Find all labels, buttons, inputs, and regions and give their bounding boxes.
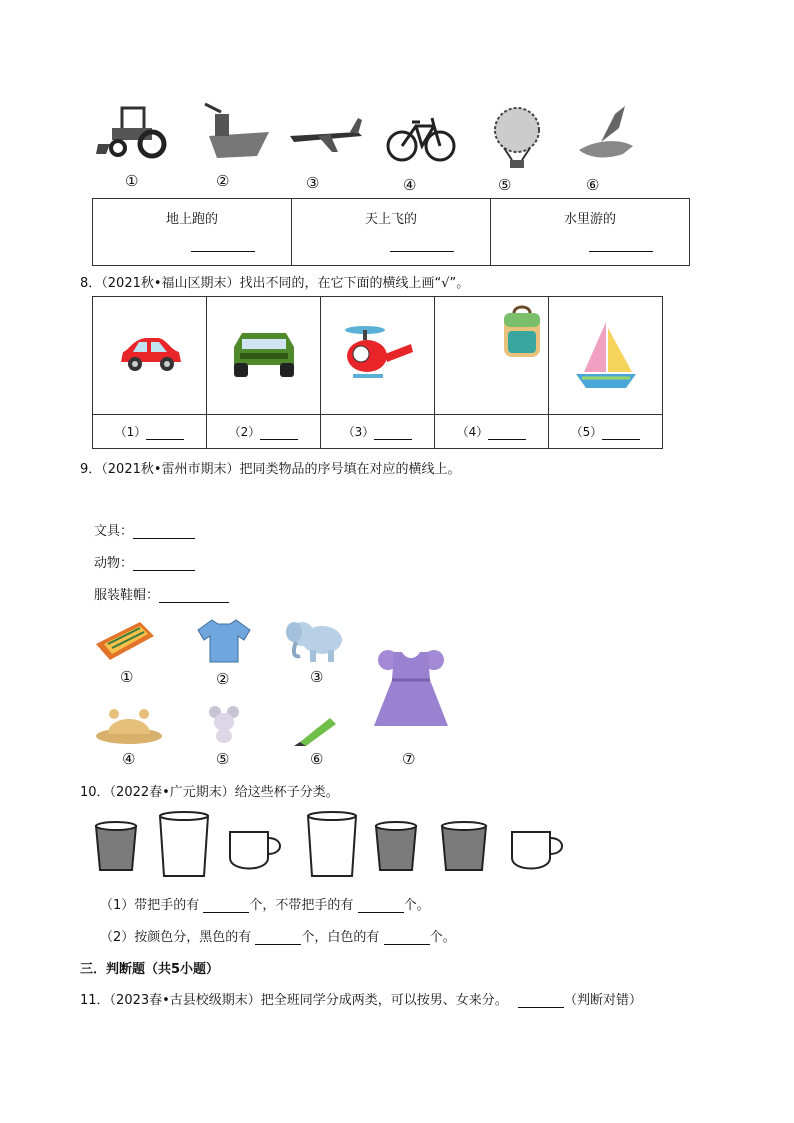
answer-blank[interactable] — [255, 930, 301, 945]
option-cell[interactable] — [549, 415, 663, 449]
item-label: ② — [216, 670, 230, 688]
helicopter-icon — [337, 322, 419, 386]
car-icon — [115, 332, 185, 376]
item-label: ④ — [403, 176, 417, 194]
item-label: ① — [125, 172, 139, 190]
tractor-icon — [96, 100, 174, 160]
table-cell — [207, 297, 321, 415]
item-label: ③ — [306, 174, 320, 192]
gray-cup — [376, 826, 416, 870]
shark-icon — [575, 100, 635, 162]
item-label: ② — [216, 172, 230, 190]
section-title: 三．判断题（共5小题） — [80, 962, 220, 977]
answer-blank[interactable] — [133, 556, 195, 571]
odd-one-out-table — [92, 296, 663, 449]
question-11 — [80, 989, 642, 1008]
white-cup — [160, 816, 208, 876]
question-10-sub2 — [100, 926, 456, 945]
bicycle-icon — [386, 108, 456, 164]
table-cell — [491, 199, 690, 266]
table-cell — [435, 297, 549, 415]
option-label: （5） — [570, 425, 603, 439]
cell-header: 地上跑的 — [165, 212, 218, 227]
cups-row — [90, 808, 580, 880]
item-label: ⑤ — [498, 176, 512, 194]
answer-blank[interactable] — [589, 251, 653, 252]
mug — [230, 832, 268, 869]
item-label: ⑦ — [402, 750, 416, 768]
answer-blank[interactable] — [191, 251, 255, 252]
classification-table — [92, 198, 690, 266]
sailboat-icon — [574, 318, 638, 390]
answer-blank[interactable] — [358, 898, 404, 913]
question-10-text: 10．（2022春•广元期末）给这些杯子分类。 — [80, 785, 339, 800]
animal-line — [94, 552, 195, 571]
answer-blank[interactable] — [390, 251, 454, 252]
option-cell[interactable] — [93, 415, 207, 449]
sub-text: （2）按颜色分，黑色的有 — [100, 930, 252, 945]
elephant-icon — [282, 614, 352, 666]
table-cell — [93, 199, 292, 266]
answer-blank[interactable] — [518, 993, 564, 1008]
mug — [512, 832, 550, 869]
clothing-line — [94, 584, 229, 603]
gray-cup — [442, 826, 486, 870]
option-label: （1） — [114, 425, 147, 439]
white-cup — [308, 816, 356, 876]
hot-air-balloon-icon — [488, 104, 546, 170]
gray-cup — [96, 826, 136, 870]
answer-blank[interactable] — [203, 898, 249, 913]
tshirt-icon — [196, 618, 252, 664]
table-cell — [93, 297, 207, 415]
backpack-icon — [500, 303, 544, 359]
stationery-line — [94, 520, 195, 539]
answer-blank[interactable] — [159, 588, 229, 603]
line-label: 服装鞋帽： — [94, 588, 160, 603]
question-8-text: 8．（2021秋•福山区期末）找出不同的，在它下面的横线上画“√”。 — [80, 276, 470, 291]
line-label: 文具： — [94, 524, 134, 539]
cell-header: 天上飞的 — [364, 212, 417, 227]
item-label: ③ — [310, 668, 324, 686]
jeep-icon — [230, 329, 298, 379]
item-label: ⑥ — [586, 176, 600, 194]
item-label: ④ — [122, 750, 136, 768]
hat-icon — [94, 702, 164, 746]
option-label: （2） — [228, 425, 261, 439]
option-label: （4） — [456, 425, 489, 439]
cell-header: 水里游的 — [563, 212, 616, 227]
question-9-text: 9．（2021秋•雷州市期末）把同类物品的序号填在对应的横线上。 — [80, 462, 461, 477]
sub-text: （1）带把手的有 — [100, 898, 200, 913]
option-cell[interactable] — [435, 415, 549, 449]
answer-blank[interactable] — [133, 524, 195, 539]
pencil-case-icon — [94, 614, 156, 666]
option-cell[interactable] — [321, 415, 435, 449]
question-11-suffix: （判断对错） — [563, 993, 642, 1008]
item-label: ① — [120, 668, 134, 686]
sub-text: 个。 — [429, 930, 456, 945]
airplane-icon — [288, 112, 364, 156]
sub-text: 个，白色的有 — [301, 930, 380, 945]
pencil-icon — [292, 712, 338, 746]
mouse-icon — [206, 704, 242, 744]
sub-text: 个，不带把手的有 — [249, 898, 354, 913]
option-label: （3） — [342, 425, 375, 439]
question-10-sub1 — [100, 894, 430, 913]
answer-blank[interactable] — [384, 930, 430, 945]
line-label: 动物： — [94, 556, 134, 571]
option-cell[interactable] — [207, 415, 321, 449]
dress-icon — [372, 646, 450, 730]
item-label: ⑤ — [216, 750, 230, 768]
ship-icon — [195, 100, 275, 162]
item-label: ⑥ — [310, 750, 324, 768]
table-cell — [321, 297, 435, 415]
table-cell — [292, 199, 491, 266]
question-11-text: 11．（2023春•古县校级期末）把全班同学分成两类，可以按男、女来分。 — [80, 993, 508, 1008]
table-cell — [549, 297, 663, 415]
sub-text: 个。 — [403, 898, 430, 913]
